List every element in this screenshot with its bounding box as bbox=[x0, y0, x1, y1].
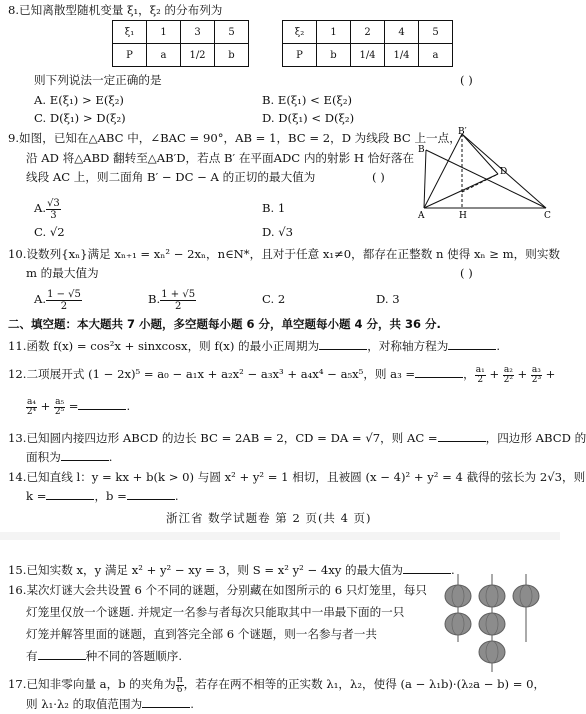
fig-label-h: H bbox=[459, 211, 467, 221]
q11-c: . bbox=[496, 339, 501, 353]
t2-h1: 1 bbox=[317, 21, 351, 44]
q10-option-d: D. 3 bbox=[376, 292, 400, 306]
q14-l2a: k = bbox=[26, 489, 47, 503]
q10-b-num: 1 + √5 bbox=[161, 288, 196, 300]
q13-l2b: . bbox=[108, 450, 113, 464]
q9-option-d: D. √3 bbox=[262, 225, 294, 239]
q16-l4b: 种不同的答题顺序. bbox=[85, 649, 183, 663]
t1-h0: ξ₁ bbox=[113, 21, 147, 44]
t2-p3: 1/4 bbox=[385, 44, 419, 67]
q14-blank-b[interactable] bbox=[127, 488, 175, 500]
page-footer: 浙江省 数学试题卷 第 2 页(共 4 页) bbox=[166, 511, 372, 525]
t1-p3: b bbox=[215, 44, 249, 67]
t2-h3: 4 bbox=[385, 21, 419, 44]
q11-b: ，对称轴方程为 bbox=[367, 339, 449, 353]
q16-line2: 灯笼里仅放一个谜题. 并规定一名参与者每次只能取其中一串最下面的一只 bbox=[26, 605, 405, 619]
q14-line1: 14.已知直线 l：y = kx + b(k > 0) 与圆 x² + y² = 1 相切，且被圆 (x − 4)² + y² = 4 截得的弦长为 2√3，则 bbox=[8, 470, 586, 484]
q12-f2-num: a₂ bbox=[503, 364, 513, 375]
q14-l2b: ，b = bbox=[94, 489, 127, 503]
q11-line bbox=[8, 338, 500, 354]
q9-triangle-figure bbox=[412, 128, 552, 220]
q14-l2c: . bbox=[174, 489, 179, 503]
t1-h2: 3 bbox=[181, 21, 215, 44]
fig-label-bp: B′ bbox=[458, 127, 467, 137]
lantern-icon bbox=[445, 613, 471, 635]
q16-line4 bbox=[26, 648, 182, 664]
q8-paren: ( ) bbox=[460, 73, 473, 87]
q10-option-c: C. 2 bbox=[262, 292, 286, 306]
t1-h3: 5 bbox=[215, 21, 249, 44]
q14-line2 bbox=[26, 488, 179, 504]
lantern-icon bbox=[479, 613, 505, 635]
q17-pi-num: π bbox=[176, 674, 183, 685]
t2-h0: ξ₂ bbox=[283, 21, 317, 44]
t1-p0: P bbox=[113, 44, 147, 67]
q17-l1b: ，若存在两不相等的正实数 λ₁，λ₂，使得 (a − λ₁b)·(λ₂a − b) = 0， bbox=[183, 677, 546, 691]
q13-l1a: 13.已知圆内接四边形 ABCD 的边长 BC = 2AB = 2，CD = DA = √7，则 AC = bbox=[8, 431, 438, 445]
q13-blank-ac[interactable] bbox=[438, 430, 486, 442]
fig-label-d: D bbox=[500, 167, 508, 177]
t2-p1: b bbox=[317, 44, 351, 67]
q14-blank-k[interactable] bbox=[46, 488, 94, 500]
q13-line1 bbox=[8, 430, 586, 446]
q9-line3: 线段 AC 上，则二面角 B′ − DC − A 的正切的最大值为 bbox=[26, 170, 316, 184]
q16-line3: 灯笼并解答里面的谜题，直到答完全部 6 个谜题，则一名参与者一共 bbox=[26, 627, 377, 641]
q12-line2 bbox=[26, 392, 130, 420]
q8-table-xi1 bbox=[112, 20, 249, 67]
q9-paren: ( ) bbox=[372, 170, 385, 184]
q11-blank-period[interactable] bbox=[319, 338, 367, 350]
q12-f1-den: 2 bbox=[477, 374, 484, 385]
q10-b-den: 2 bbox=[174, 300, 182, 312]
lantern-icon bbox=[513, 585, 539, 607]
q11-blank-axis[interactable] bbox=[448, 338, 496, 350]
q12-line1 bbox=[8, 360, 555, 388]
q12-f4-num: a₄ bbox=[27, 396, 36, 407]
q8-option-b: B. E(ξ₁) < E(ξ₂) bbox=[262, 93, 353, 107]
q12-end: . bbox=[126, 399, 131, 413]
q10-option-b: B. $\frac{1 + √5}{2}$ bbox=[148, 288, 196, 312]
fig-label-b: B bbox=[418, 145, 425, 155]
q9-line1: 9.如图，已知在△ABC 中，∠BAC = 90°，AB = 1，BC = 2，D 为线段 BC 上一点， bbox=[8, 131, 461, 145]
lantern-icon bbox=[479, 641, 505, 663]
q12-plus2: + bbox=[517, 367, 528, 381]
q8-option-c: C. D(ξ₁) > D(ξ₂) bbox=[34, 111, 126, 125]
lantern-icon bbox=[479, 585, 505, 607]
q12-blank-sum[interactable] bbox=[78, 398, 126, 410]
fig-label-c: C bbox=[544, 211, 551, 221]
section2-heading: 二、填空题：本大题共 7 小题，多空题每小题 6 分，单空题每小题 4 分，共 36 分. bbox=[8, 317, 441, 331]
q12-f4-den: 2⁴ bbox=[26, 406, 37, 417]
q12-f5-num: a₅ bbox=[55, 396, 65, 407]
q10-option-a: A. $\frac{1 - √5}{2}$ bbox=[34, 288, 81, 312]
t2-p4: a bbox=[419, 44, 453, 67]
q9-a-num: √3 bbox=[47, 197, 60, 209]
q8-option-a: A. E(ξ₁) > E(ξ₂) bbox=[34, 93, 124, 107]
q13-line2 bbox=[26, 449, 112, 465]
q17-l2b: . bbox=[190, 697, 194, 711]
q10-line1: 10.设数列{xₙ}满足 xₙ₊₁ = xₙ² − 2xₙ，n∈N*，且对于任意 x₁≠0，都存在正整数 n 使得 xₙ ≥ m，则实数 bbox=[8, 247, 561, 261]
q15-b: . bbox=[451, 563, 455, 577]
q8-ask: 则下列说法一定正确的是 bbox=[34, 73, 162, 87]
q16-line1: 16.某次灯谜大会共设置 6 个不同的谜题，分别藏在如图所示的 6 只灯笼里，每只 bbox=[8, 583, 427, 597]
q17-line2 bbox=[26, 696, 194, 712]
q11-a: 11.函数 f(x) = cos²x + sinxcosx，则 f(x) 的最小正周期为 bbox=[8, 339, 320, 353]
q10-a-num: 1 − √5 bbox=[47, 288, 81, 300]
q17-line1 bbox=[8, 672, 545, 696]
q13-blank-area[interactable] bbox=[61, 449, 109, 461]
q10-paren: ( ) bbox=[460, 266, 473, 280]
t1-h1: 1 bbox=[147, 21, 181, 44]
q12-plus1: + bbox=[489, 367, 500, 381]
q12-eq: = bbox=[68, 399, 79, 413]
t2-h4: 5 bbox=[419, 21, 453, 44]
q12-a: 12.二项展开式 (1 − 2x)⁵ = a₀ − a₁x + a₂x² − a₃x³ + a₄x⁴ − a₅x⁵，则 a₃ = bbox=[8, 367, 416, 381]
lantern-icon bbox=[445, 585, 471, 607]
t2-p2: 1/4 bbox=[351, 44, 385, 67]
q8-table-xi2 bbox=[282, 20, 453, 67]
q17-blank[interactable] bbox=[142, 696, 190, 708]
q12-f2-den: 2² bbox=[503, 374, 513, 385]
q8-option-d: D. D(ξ₁) < D(ξ₂) bbox=[262, 111, 355, 125]
q16-blank[interactable] bbox=[38, 648, 86, 660]
q15-line bbox=[8, 562, 455, 578]
q12-f5-den: 2⁵ bbox=[54, 406, 65, 417]
q16-l4a: 有 bbox=[26, 649, 38, 663]
lantern-figure bbox=[440, 572, 546, 682]
q9-option-b: B. 1 bbox=[262, 201, 286, 215]
q9-option-a: A. $\frac{√3}{3}$ bbox=[34, 197, 60, 221]
q9-line2: 沿 AD 将△ABD 翻转至△AB′D，若点 B′ 在平面ADC 内的射影 H 恰好落在 bbox=[26, 151, 415, 165]
q17-l1a: 17.已知非零向量 a，b 的夹角为 bbox=[8, 677, 176, 691]
q12-b: ， bbox=[463, 367, 475, 381]
t1-p1: a bbox=[147, 44, 181, 67]
q17-l2a: 则 λ₁·λ₂ 的取值范围为 bbox=[26, 697, 143, 711]
t2-h2: 2 bbox=[351, 21, 385, 44]
q12-plus4: + bbox=[40, 399, 51, 413]
q13-l1b: ，四边形 ABCD 的 bbox=[485, 431, 586, 445]
q9-option-c: C. √2 bbox=[34, 225, 65, 239]
q15-a: 15.已知实数 x，y 满足 x² + y² − xy = 3，则 S = x² y² − 4xy 的最大值为 bbox=[8, 563, 404, 577]
q12-f1-num: a₁ bbox=[475, 364, 485, 375]
q8-stem: 8.已知离散型随机变量 ξ₁，ξ₂ 的分布列为 bbox=[8, 3, 223, 17]
t2-p0: P bbox=[283, 44, 317, 67]
q12-plus3: + bbox=[545, 367, 556, 381]
q10-a-den: 2 bbox=[60, 300, 68, 312]
fig-label-a: A bbox=[418, 211, 425, 221]
q10-line2: m 的最大值为 bbox=[26, 266, 99, 280]
q17-pi-den: 6 bbox=[176, 684, 183, 695]
q9-a-den: 3 bbox=[50, 209, 57, 221]
q12-f3-den: 2³ bbox=[531, 374, 542, 385]
t1-p2: 1/2 bbox=[181, 44, 215, 67]
q12-blank-a3[interactable] bbox=[415, 366, 463, 378]
page-divider bbox=[0, 532, 560, 540]
q12-f3-num: a₃ bbox=[531, 364, 541, 375]
q13-l2a: 面积为 bbox=[26, 450, 61, 464]
